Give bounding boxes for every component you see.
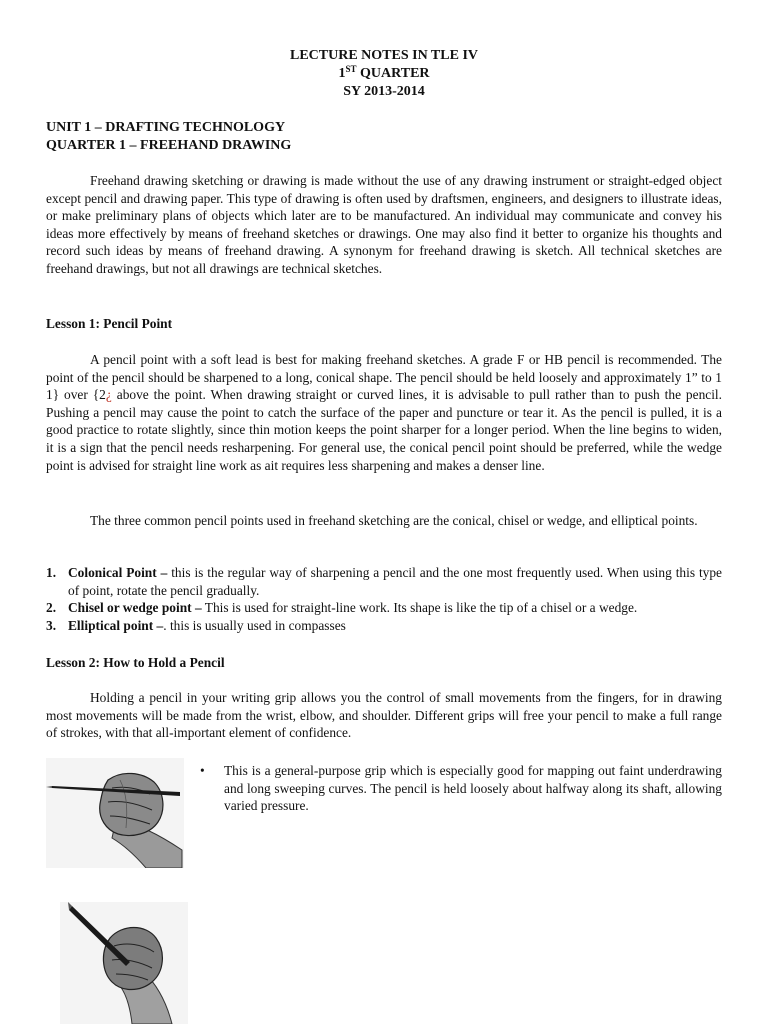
header-school-year: SY 2013-2014: [343, 84, 425, 99]
list-item: 1. Colonical Point – this is the regular way of sharpening a pencil and the one most frequently used. When using this type of point, rotate the pencil gradually.: [46, 565, 722, 598]
unit-title: UNIT 1 – DRAFTING TECHNOLOGY: [46, 120, 286, 135]
hand-grip-illustration-2: [60, 902, 188, 1024]
pencil-points-list: [46, 564, 722, 634]
list-item: 2. Chisel or wedge point – This is used for straight-line work. Its shape is like the tip of a chisel or a wedge.: [46, 600, 638, 616]
intro-paragraph: Freehand drawing sketching or drawing is made without the use of any drawing instrument or straight-edged object except pencil and drawing paper. This type of drawing is often used by draftsmen, engineers, and designers to illustrate ideas, or make preliminary plans of objects which later are to be manufactured. An individual may communicate and convey his ideas more effectively by means of freehand sketches or drawings. One may also find it better to organize his thoughts and record such ideas by means of freehand drawing. A synonym for freehand drawing is sketch. All technical sketches are freehand drawings, but not all drawings are technical sketches.: [46, 173, 722, 276]
hand-grip-illustration-1: [46, 758, 184, 868]
bullet-marker: •: [200, 763, 205, 778]
document-header: [0, 47, 768, 101]
list-item: 3. Elliptical point –. this is usually used in compasses: [46, 617, 346, 633]
unit-heading: [46, 119, 291, 155]
header-quarter: 1ST QUARTER: [338, 64, 430, 81]
header-title: LECTURE NOTES IN TLE IV: [289, 48, 479, 63]
grip-bullet: [200, 762, 722, 815]
quarter-title: QUARTER 1 – FREEHAND DRAWING: [46, 138, 292, 153]
lesson2-paragraph: Holding a pencil in your writing grip allows you the control of small movements from the fingers, for in drawing most movements will be made from the wrist, elbow, and shoulder. Different grips will free your pencil to make a full range of strokes, with that all-important element of confidence.: [46, 690, 722, 741]
lesson1-paragraph: A pencil point with a soft lead is best for making freehand sketches. A grade F or HB pencil is recommended. The point of the pencil should be sharpened to a long, conical shape. The pencil should be held loosely and approximately 1” to 1 1} over {2¿ above the point. When drawing straight or curved lines, it is advisable to pull rather than to push the pencil. Pushing a pencil may cause the point to catch the surface of the paper and puncture or tear it. As the pencil is pulled, it is a good practice to rotate slightly, since thin motion keeps the point sharper for a longer period. When the line begins to widen, it is a sign that the pencil needs resharpening. For general use, the conical pencil point should be preferred, while the wedge point is advised for straight line work as ait requires less sharpening and makes a denser line.: [46, 352, 722, 473]
lesson1-points-intro: The three common pencil points used in freehand sketching are the conical, chisel or wedge, and elliptical points.: [90, 513, 698, 528]
lesson1-title: Lesson 1: Pencil Point: [46, 316, 173, 331]
lesson2-title: Lesson 2: How to Hold a Pencil: [46, 655, 225, 670]
grip-description: This is a general-purpose grip which is especially good for mapping out faint underdrawing and long sweeping curves. The pencil is held loosely about halfway along its shaft, allowing varied pressure.: [224, 763, 722, 814]
